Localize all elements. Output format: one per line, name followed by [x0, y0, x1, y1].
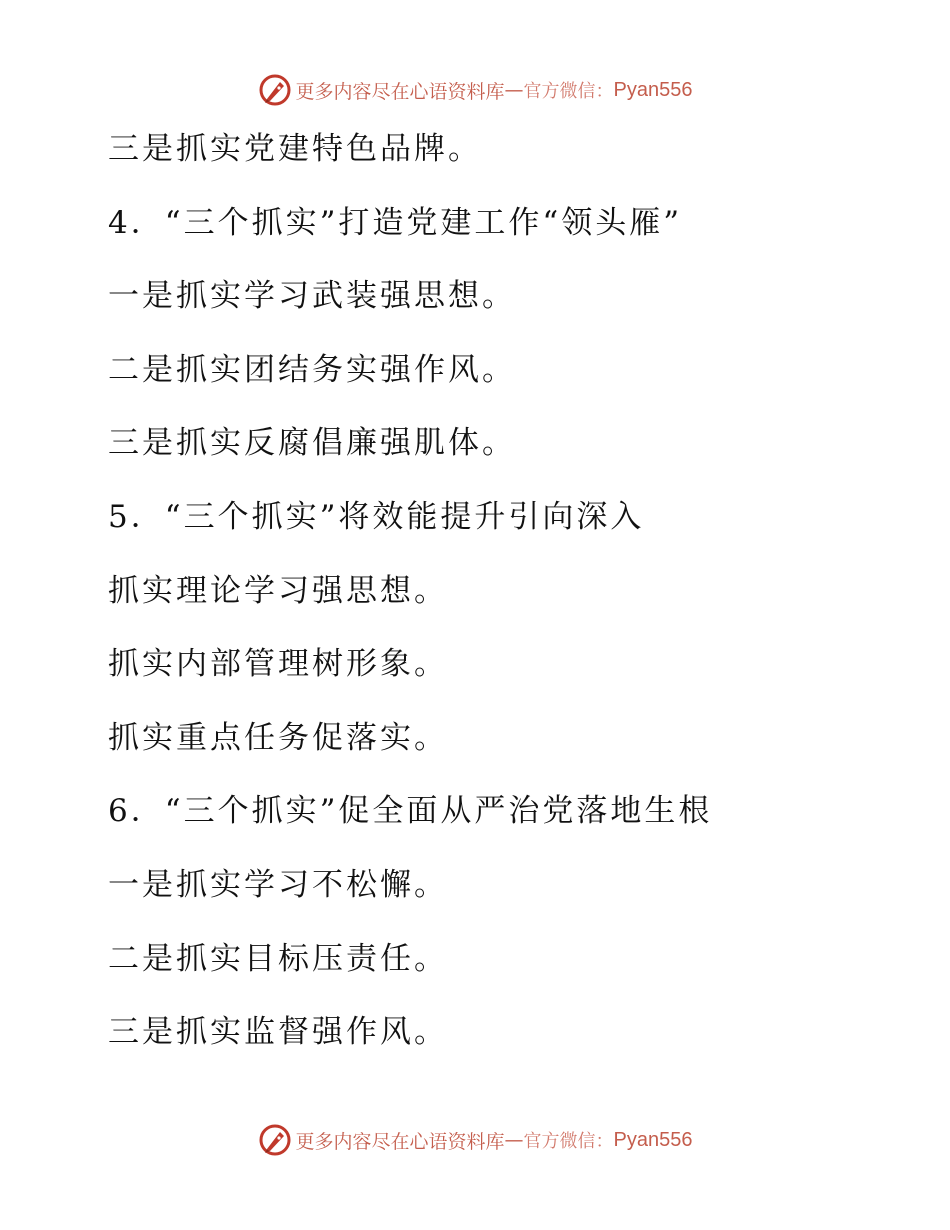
header-banner — [0, 70, 950, 110]
body-line: 二是抓实团结务实强作风。 — [108, 351, 516, 388]
section-heading: 6．“三个抓实”促全面从严治党落地生根 — [108, 793, 713, 830]
body-line: 二是抓实目标压责任。 — [108, 940, 448, 977]
banner-wechat-id: Pyan556 — [613, 78, 693, 101]
pen-nib-logo-icon — [258, 73, 292, 107]
body-line: 一是抓实学习不松懈。 — [108, 866, 448, 903]
banner-wechat-label: 官方微信： — [523, 1131, 614, 1152]
footer-banner — [0, 1120, 950, 1160]
body-line: 三是抓实反腐倡廉强肌体。 — [108, 425, 516, 462]
banner-wechat-id: Pyan556 — [613, 1128, 693, 1151]
document-body — [108, 122, 908, 1079]
body-line: 抓实内部管理树形象。 — [108, 646, 448, 683]
banner-separator: — — [504, 1129, 524, 1151]
banner-separator: — — [504, 79, 524, 101]
body-line: 抓实理论学习强思想。 — [108, 572, 448, 609]
banner-text: 更多内容尽在心语资料库 — [295, 1130, 505, 1153]
body-line: 一是抓实学习武装强思想。 — [108, 278, 516, 315]
section-heading: 4．“三个抓实”打造党建工作“领头雁” — [108, 204, 683, 241]
body-line: 三是抓实监督强作风。 — [108, 1014, 448, 1051]
body-line: 抓实重点任务促落实。 — [108, 719, 448, 756]
section-heading: 5．“三个抓实”将效能提升引向深入 — [108, 498, 645, 535]
banner-wechat-label: 官方微信： — [523, 81, 614, 102]
banner-text: 更多内容尽在心语资料库 — [295, 80, 505, 103]
pen-nib-logo-icon — [258, 1123, 292, 1157]
body-line: 三是抓实党建特色品牌。 — [108, 131, 482, 167]
